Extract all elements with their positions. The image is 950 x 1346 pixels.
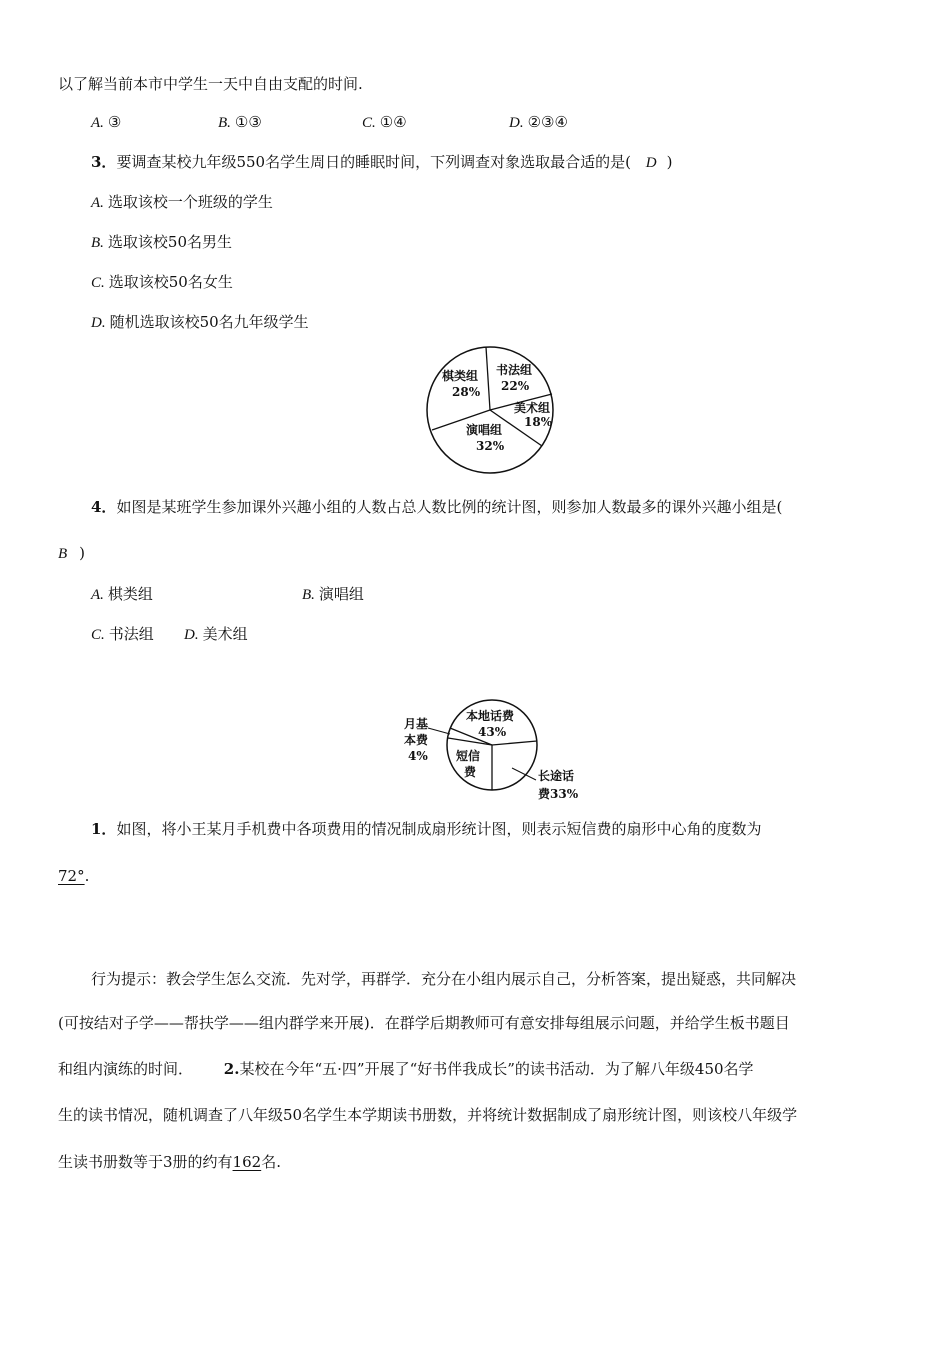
interest-group-pie-chart [424,344,560,478]
pie2-label-base-1: 月基 [404,717,429,731]
q2-stem-1: 某校在今年“五·四”开展了“好书伴我成长”的读书活动．为了解八年级450名学 [239,1060,754,1078]
pie2-label-local: 本地话费 [466,709,515,723]
phone-fee-pie-chart [398,698,588,806]
pie1-pct-art: 18% [524,415,553,429]
pie1-label-chess: 棋类组 [442,369,479,383]
pie1-label-art: 美术组 [514,401,551,415]
pie2-label-sms-1: 短信 [456,749,481,763]
q4-option-c: C. 书法组 [91,625,154,643]
pie2-pct-long: 费33% [538,787,579,801]
q1-answer: 72° [58,867,85,885]
q4-stem: 4．如图是某班学生参加课外兴趣小组的人数占总人数比例的统计图，则参加人数最多的课外兴趣小组是( [91,498,783,516]
q2-stem-2: 生的读书情况，随机调查了八年级50名学生本学期读书册数，并将统计数据制成了扇形统计图，则该校八年级学 [58,1106,798,1124]
pie2-pct-local: 43% [478,725,507,739]
q2-number: 2. [223,1060,240,1078]
pie2-divider-local-long [492,741,537,745]
prev-question-line: 以了解当前本市中学生一天中自由支配的时间. [58,75,363,93]
q1-stem: 1．如图，将小王某月手机费中各项费用的情况制成扇形统计图，则表示短信费的扇形中心角的度数为 [91,820,762,838]
pie1-divider-chess-calligraphy [486,347,490,410]
prev-option-c: C. ①④ [362,113,407,131]
q3-option-d: D. 随机选取该校50名九年级学生 [91,313,309,331]
q4-answer-line: B ) [58,544,86,562]
tip-line-3: 和组内演练的时间． 2.某校在今年“五·四”开展了“好书伴我成长”的读书活动．为了解八年级450名学 [58,1060,754,1078]
q3-option-b: B. 选取该校50名男生 [91,233,233,251]
q3-option-c: C. 选取该校50名女生 [91,273,233,291]
pie2-leader-long [512,768,536,780]
pie2-label-base-2: 本费 [404,733,429,747]
pie1-pct-chess: 28% [452,385,481,399]
tip-line-1: 行为提示：教会学生怎么交流．先对学，再群学．充分在小组内展示自己，分析答案，提出疑惑，共同解决 [91,970,797,988]
pie2-leader-base [428,728,450,734]
tip-line-2: (可按结对子学——帮扶学——组内群学来开展)．在群学后期教师可有意安排每组展示问题，并给学生板书题目 [58,1014,790,1032]
pie2-label-sms-2: 费 [464,765,477,779]
pie2-label-long: 长途话 [538,769,575,783]
pie1-pct-calligraphy: 22% [501,379,530,393]
pie1-label-singing: 演唱组 [466,423,503,437]
pie1-pct-singing: 32% [476,439,505,453]
pie1-label-calligraphy: 书法组 [496,363,533,377]
prev-option-b: B. ①③ [218,113,262,131]
q1-answer-line: 72°. [58,867,90,885]
q2-stem-3: 生读书册数等于3册的约有162名. [58,1153,281,1171]
q4-option-a: A. 棋类组 [91,585,153,603]
q3-option-a: A. 选取该校一个班级的学生 [91,193,273,211]
q4-option-d: D. 美术组 [184,625,248,643]
q4-answer: B [58,546,68,562]
pie2-pct-base: 4% [408,749,428,763]
q2-answer: 162 [232,1153,262,1171]
prev-option-a: A. ③ [91,113,122,131]
q3-stem: 3．要调查某校九年级550名学生周日的睡眠时间，下列调查对象选取最合适的是( D ) [91,153,673,171]
prev-option-d: D. ②③④ [509,113,568,131]
pie2-divider-sms-base [448,738,492,745]
q4-option-b: B. 演唱组 [302,585,364,603]
q3-answer: D [645,155,657,171]
